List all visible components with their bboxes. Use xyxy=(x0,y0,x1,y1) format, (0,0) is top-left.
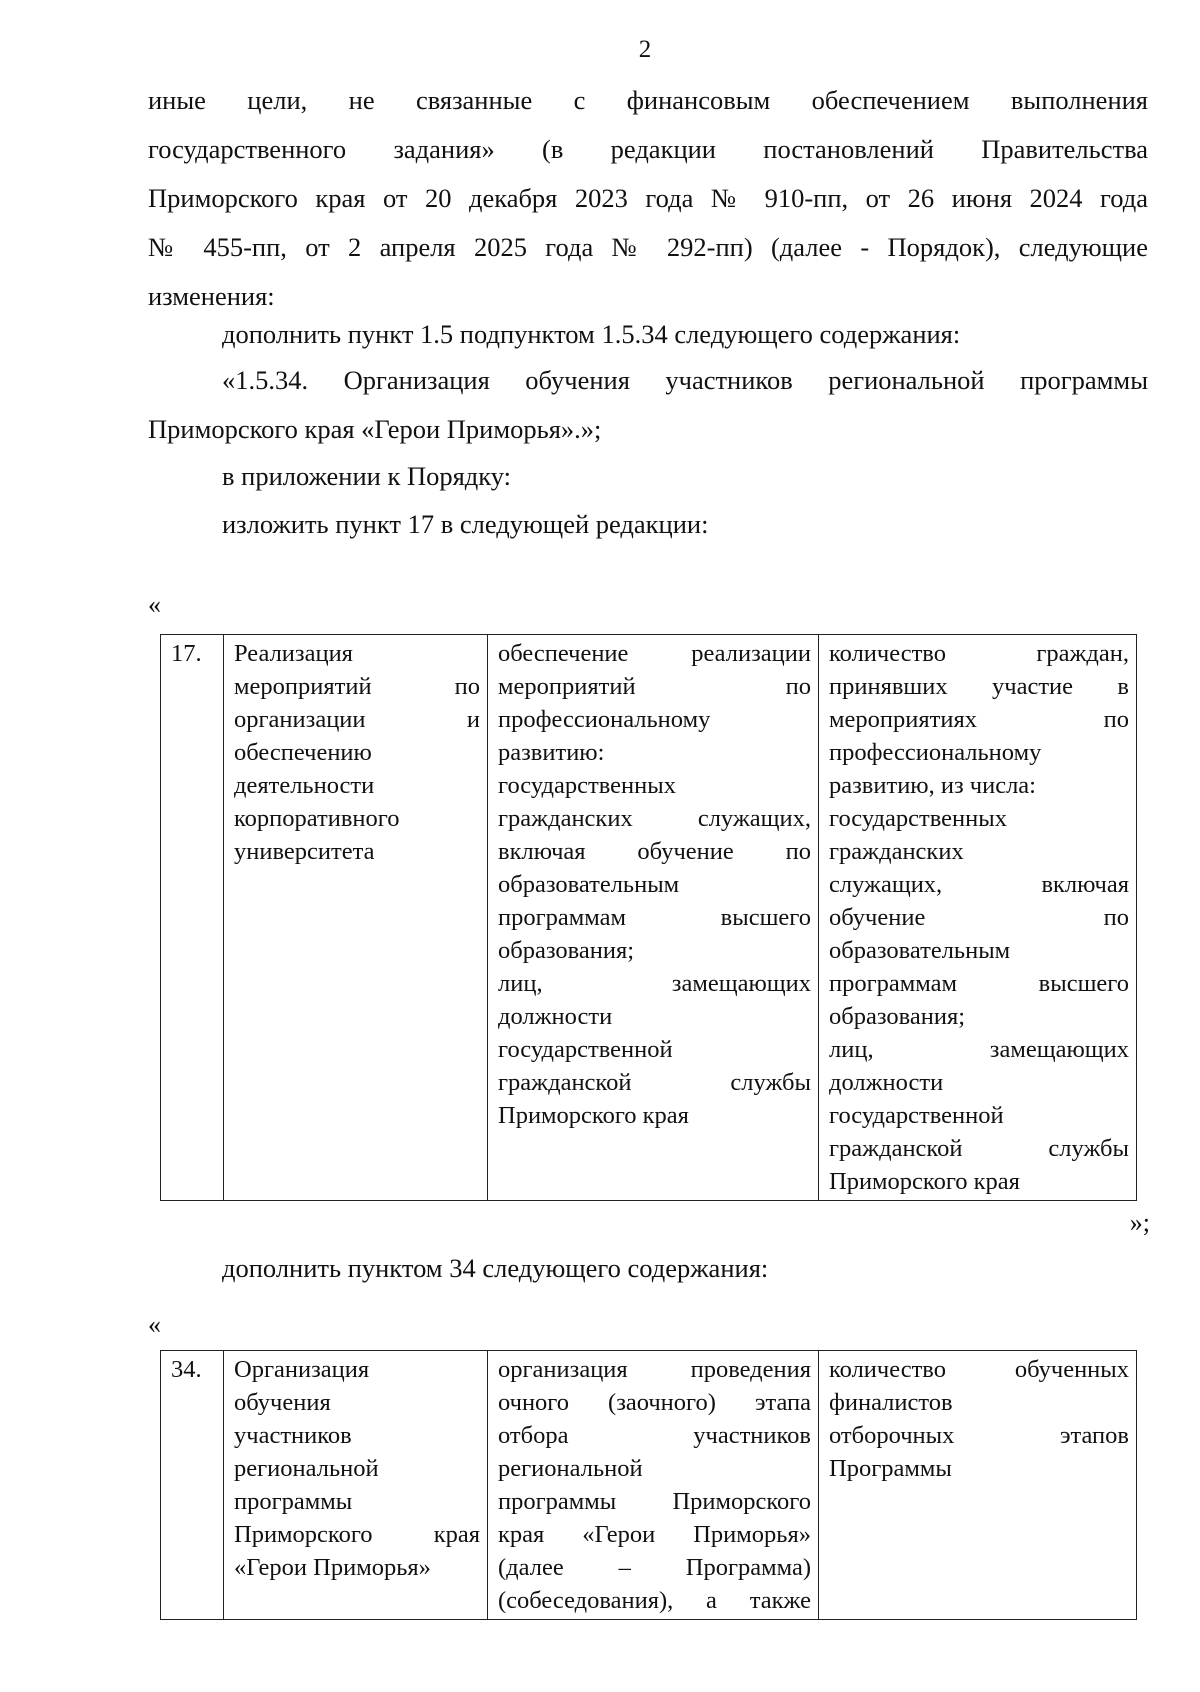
intro-line: государственного задания» (в редакции постановлений Правительства xyxy=(148,134,1148,164)
cell-line: государственных xyxy=(498,772,676,799)
paragraph-1-5-34-line: Приморского края «Герои Приморья».»; xyxy=(148,414,602,444)
close-quote: »; xyxy=(1129,1208,1150,1237)
intro-paragraph xyxy=(148,76,1148,321)
cell-line: корпоративного xyxy=(234,805,400,832)
cell-line: отборочных этапов xyxy=(829,1422,1129,1449)
row-number: 17. xyxy=(161,635,224,1201)
open-quote: « xyxy=(148,590,161,619)
cell-line: программам высшего xyxy=(498,904,811,931)
cell-line: обеспечению xyxy=(234,739,372,766)
table-row xyxy=(161,1351,1137,1620)
cell-line: государственной xyxy=(498,1036,673,1063)
cell-line: лиц, замещающих xyxy=(829,1036,1129,1063)
cell-line: деятельности xyxy=(234,772,375,799)
cell-line: принявших участие в xyxy=(829,673,1129,700)
cell-line: очного (заочного) этапа xyxy=(498,1389,811,1416)
cell-line: образовательным xyxy=(829,937,1011,964)
cell-line: Приморского края xyxy=(498,1102,689,1129)
cell-line: Приморского края xyxy=(829,1168,1020,1195)
intro-line: Приморского края от 20 декабря 2023 года № 910-пп, от 26 июня 2024 года xyxy=(148,183,1148,213)
cell-line: гражданской службы xyxy=(498,1069,811,1096)
cell-line: участников xyxy=(234,1422,352,1449)
cell-line: лиц, замещающих xyxy=(498,970,811,997)
table-item-17 xyxy=(160,634,1137,1201)
cell-line: мероприятий по xyxy=(498,673,811,700)
cell-line: обучение по xyxy=(829,904,1129,931)
cell-line: развитию: xyxy=(498,739,605,766)
cell-line: образования; xyxy=(829,1003,966,1030)
cell-line: мероприятиях по xyxy=(829,706,1129,733)
cell-line: (далее – Программа) xyxy=(498,1554,811,1581)
cell-line: гражданских служащих, xyxy=(498,805,811,832)
indicator-cell xyxy=(819,635,1137,1201)
paragraph-1-5-34-line: «1.5.34. Организация обучения участников региональной программы xyxy=(222,365,1148,395)
paragraph-item-17: изложить пункт 17 в следующей редакции: xyxy=(222,509,709,539)
intro-line: № 455-пп, от 2 апреля 2025 года № 292-пп) (далее - Порядок), следующие xyxy=(148,232,1148,262)
page-number: 2 xyxy=(638,36,652,63)
cell-line: «Герои Приморья» xyxy=(234,1554,431,1581)
intro-line: изменения: xyxy=(148,281,275,311)
cell-line: количество обученных xyxy=(829,1356,1129,1383)
cell-line: обучения xyxy=(234,1389,331,1416)
row-number: 34. xyxy=(161,1351,224,1620)
paragraph-1-5-34 xyxy=(148,356,1148,454)
cell-line: мероприятий по xyxy=(234,673,480,700)
cell-line: (собеседования), а также xyxy=(498,1587,811,1614)
cell-line: должности xyxy=(829,1069,944,1096)
cell-line: Приморского края xyxy=(234,1521,480,1548)
table-item-34 xyxy=(160,1350,1137,1620)
cell-line: отбора участников xyxy=(498,1422,811,1449)
cell-line: должности xyxy=(498,1003,613,1030)
cell-line: служащих, включая xyxy=(829,871,1129,898)
cell-line: образования; xyxy=(498,937,635,964)
cell-line: программы Приморского xyxy=(498,1488,811,1515)
cell-line: государственных xyxy=(829,805,1007,832)
cell-line: региональной xyxy=(234,1455,379,1482)
cell-line: Организация xyxy=(234,1356,370,1383)
open-quote: « xyxy=(148,1310,161,1339)
cell-line: развитию, из числа: xyxy=(829,772,1036,799)
cell-line: программам высшего xyxy=(829,970,1129,997)
cell-line: региональной xyxy=(498,1455,643,1482)
cell-line: образовательным xyxy=(498,871,680,898)
cell-line: количество граждан, xyxy=(829,640,1129,667)
cell-line: гражданской службы xyxy=(829,1135,1129,1162)
cell-line: университета xyxy=(234,838,375,865)
cell-line: Программы xyxy=(829,1455,952,1482)
cell-line: программы xyxy=(234,1488,353,1515)
cell-line: обеспечение реализации xyxy=(498,640,811,667)
result-cell xyxy=(488,1351,819,1620)
paragraph-item-34: дополнить пунктом 34 следующего содержания: xyxy=(222,1253,769,1283)
cell-line: финалистов xyxy=(829,1389,953,1416)
cell-line: края «Герои Приморья» xyxy=(498,1521,811,1548)
cell-line: организация проведения xyxy=(498,1356,811,1383)
cell-line: профессиональному xyxy=(829,739,1042,766)
indicator-cell xyxy=(819,1351,1137,1620)
result-cell xyxy=(488,635,819,1201)
paragraph-supplement-1-5: дополнить пункт 1.5 подпунктом 1.5.34 следующего содержания: xyxy=(222,319,961,349)
cell-line: государственной xyxy=(829,1102,1004,1129)
cell-line: организации и xyxy=(234,706,480,733)
cell-line: профессиональному xyxy=(498,706,711,733)
intro-line: иные цели, не связанные с финансовым обеспечением выполнения xyxy=(148,85,1148,115)
table-row xyxy=(161,635,1137,1201)
cell-line: гражданских xyxy=(829,838,964,865)
paragraph-appendix: в приложении к Порядку: xyxy=(222,461,512,491)
cell-line: Реализация xyxy=(234,640,353,667)
event-name-cell xyxy=(224,635,488,1201)
event-name-cell xyxy=(224,1351,488,1620)
cell-line: включая обучение по xyxy=(498,838,811,865)
